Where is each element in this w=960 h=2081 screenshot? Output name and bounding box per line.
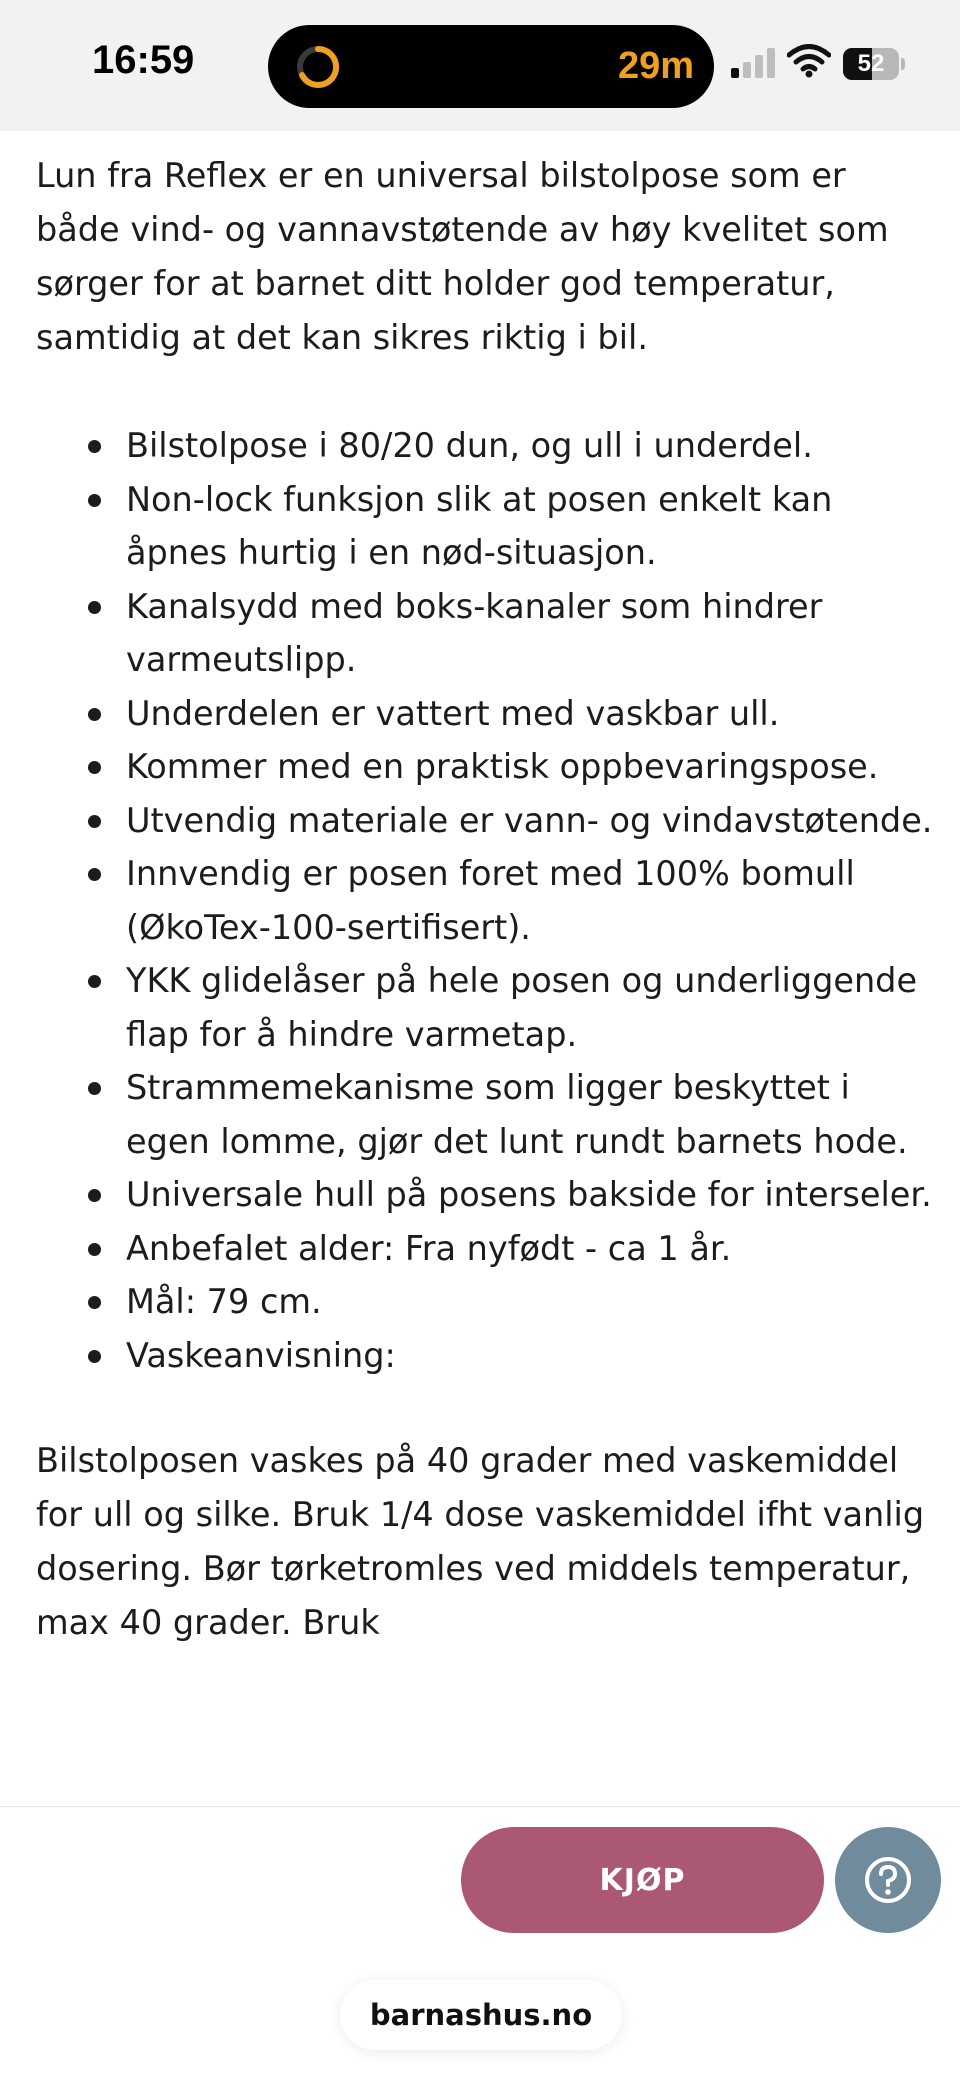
wifi-icon [787,44,831,78]
feature-text: Kommer med en praktisk oppbevaringspose. [126,747,879,786]
buy-button[interactable]: KJØP [461,1827,824,1933]
timer-text: 29m [617,45,694,87]
feature-item [36,1275,936,1329]
bullet-dot [88,494,101,507]
question-circle-icon [863,1855,913,1905]
feature-text: Bilstolpose i 80/20 dun, og ull i underdel. [126,426,813,465]
bullet-dot [88,1243,101,1256]
feature-text: Vaskeanvisning: [126,1335,396,1375]
bullet-dot [88,1189,101,1202]
feature-item [36,687,936,741]
bullet-dot [88,975,101,988]
timer-ring-icon [294,43,342,91]
status-bar [0,0,960,131]
help-button[interactable] [835,1827,941,1933]
bullet-dot [88,868,101,881]
feature-item [36,740,936,794]
feature-item [36,1168,936,1222]
wash-instructions: Bilstolposen vaskes på 40 grader med vaskemiddel for ull og silke. Bruk 1/4 dose vaskemiddel ifht vanlig dosering. Bør tørketromles ved middels temperatur, max 40 grader. Bruk [36,1441,925,1642]
feature-item [36,580,936,687]
bullet-dot [88,761,101,774]
divider [0,1806,960,1807]
intro-paragraph: Lun fra Reflex er en universal bilstolpose som er både vind- og vannavstøtende av høy kvelitet som sørger for at barnet ditt holder god temperatur, samtidig at det kan sikres riktig i bil. [36,156,889,357]
feature-text: Strammemekanisme som ligger beskyttet i egen lomme, gjør det lunt rundt barnets hode. [126,1068,908,1161]
feature-text: Universale hull på posens bakside for interseler. [126,1175,932,1214]
feature-list [36,419,936,1382]
feature-item [36,1222,936,1276]
feature-text: Anbefalet alder: Fra nyfødt - ca 1 år. [126,1228,732,1268]
product-description [36,131,936,1806]
bullet-dot [88,440,101,453]
bullet-dot [88,1296,101,1309]
cellular-signal-icon [731,48,777,78]
bullet-dot [88,1082,101,1095]
feature-text: Utvendig materiale er vann- og vindavstøtende. [126,800,933,840]
bullet-dot [88,1350,101,1363]
feature-text: Innvendig er posen foret med 100% bomull (ØkoTex-100-sertifisert). [126,854,855,947]
feature-text: Non-lock funksjon slik at posen enkelt kan åpnes hurtig i en nød-situasjon. [126,479,833,572]
bullet-dot [88,708,101,721]
feature-text: Mål: 79 cm. [126,1282,322,1321]
feature-item [36,473,936,580]
feature-text: Underdelen er vattert med vaskbar ull. [126,693,780,733]
feature-item [36,954,936,1061]
bullet-dot [88,601,101,614]
feature-item [36,1061,936,1168]
battery-percent: 52 [857,50,885,77]
dynamic-island[interactable] [268,25,714,108]
battery-indicator [843,48,905,80]
feature-item [36,1329,936,1383]
clock-time: 16:59 [92,38,195,82]
feature-text: YKK glidelåser på hele posen og underliggende flap for å hindre varmetap. [126,961,918,1054]
feature-item [36,419,936,473]
feature-item [36,847,936,954]
feature-text: Kanalsydd med boks-kanaler som hindrer varmeutslipp. [126,586,823,679]
feature-item [36,794,936,848]
url-bar[interactable]: barnashus.no [340,1980,622,2050]
bullet-dot [88,815,101,828]
